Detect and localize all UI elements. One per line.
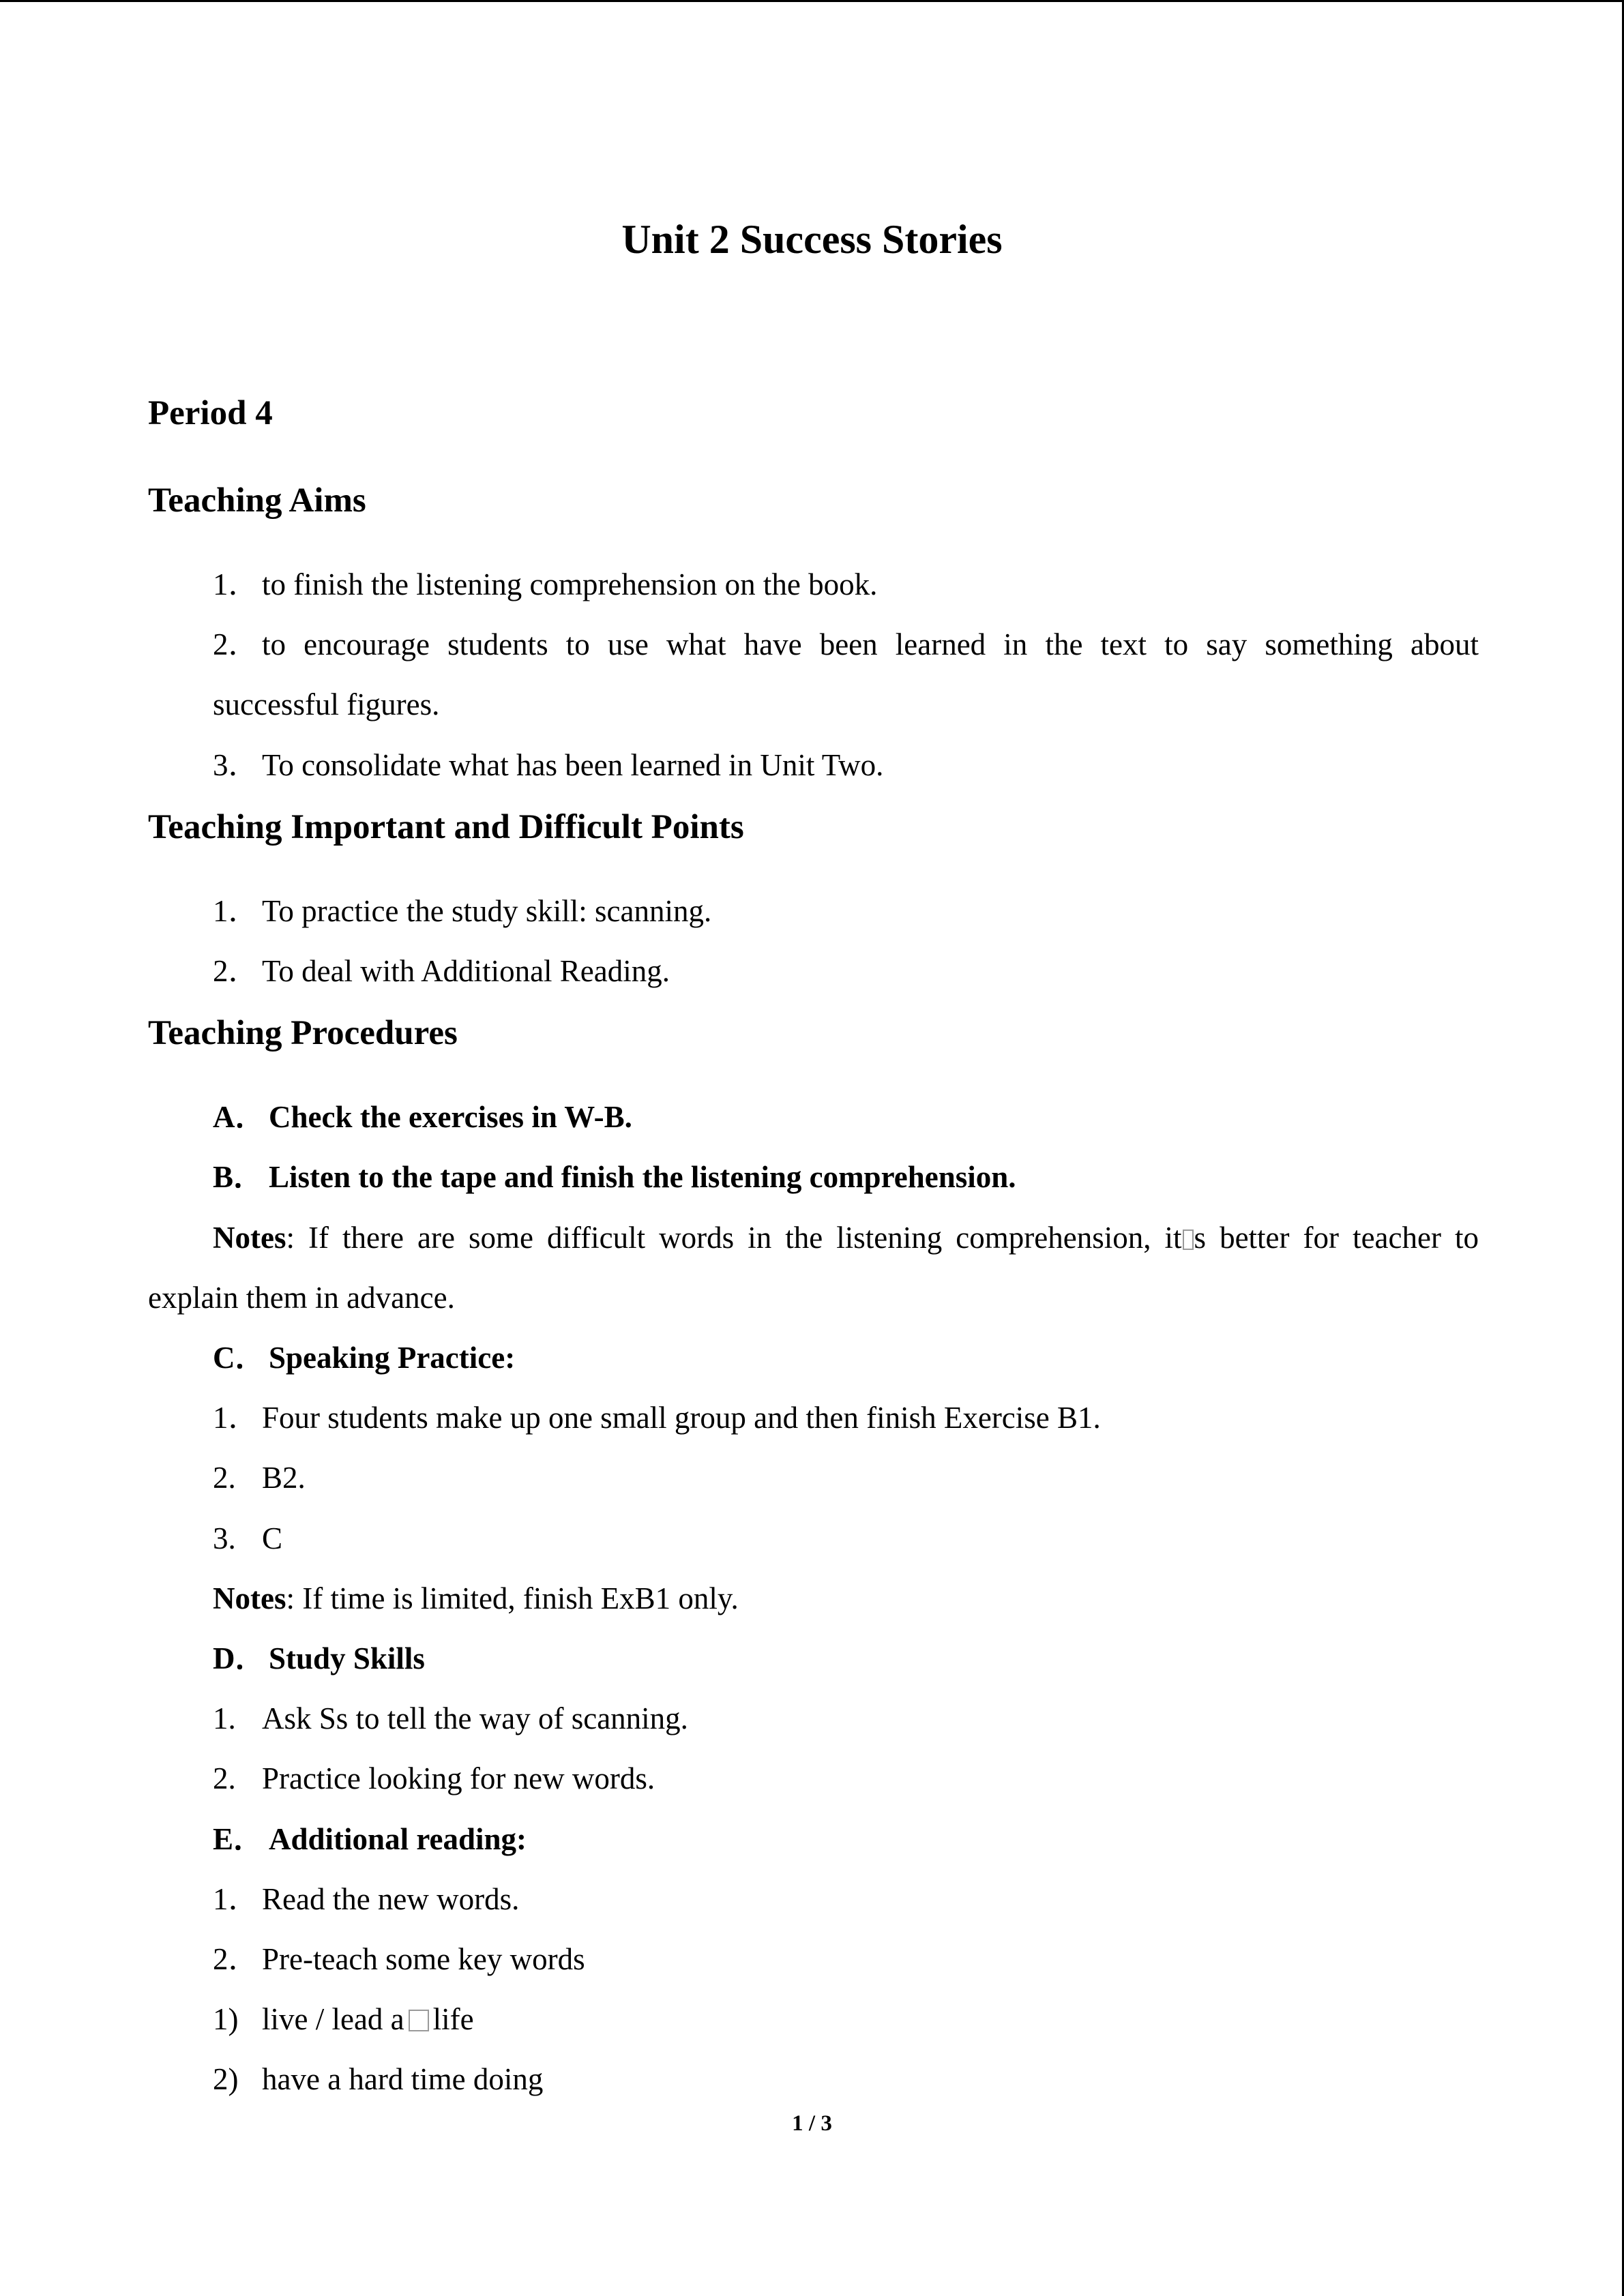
section-b-number: B．	[213, 1160, 265, 1194]
document-title: Unit 2 Success Stories	[621, 217, 1003, 262]
d-item-1-number: 1.	[213, 1701, 236, 1735]
procedures-heading: Teaching Procedures	[148, 1014, 458, 1052]
missing-glyph-icon	[1183, 1229, 1194, 1250]
section-b-text: Listen to the tape and finish the listening comprehension.	[269, 1160, 1016, 1194]
section-e-number: E．	[213, 1822, 265, 1856]
d-item-2-number: 2.	[213, 1761, 236, 1795]
e-subitem-2-text: have a hard time doing	[262, 2062, 544, 2096]
aim-item-2-number: 2．	[213, 627, 259, 661]
notes-text-before: : If there are some difficult words in the listening comprehension, it	[286, 1221, 1182, 1255]
e-item-2-number: 2．	[213, 1942, 259, 1976]
section-d-text: Study Skills	[269, 1641, 425, 1675]
aim-item-1-text: to finish the listening comprehension on the book.	[262, 567, 878, 601]
e-subitem-1-number: 1)	[213, 2002, 239, 2036]
section-a-number: A．	[213, 1100, 266, 1134]
e-item-1-number: 1．	[213, 1882, 259, 1916]
e-item-1-text: Read the new words.	[262, 1882, 520, 1916]
teaching-aims-heading: Teaching Aims	[148, 481, 366, 520]
section-a-text: Check the exercises in W-B.	[269, 1100, 632, 1134]
section-d-number: D．	[213, 1641, 266, 1675]
aim-item-3-number: 3．	[213, 748, 259, 782]
e-item-2-text: Pre-teach some key words	[262, 1942, 585, 1976]
aim-item-2-text-line2: successful figures.	[213, 687, 440, 721]
point-item-1-text: To practice the study skill: scanning.	[262, 894, 712, 928]
notes-label: Notes	[213, 1581, 286, 1615]
d-item-1-text: Ask Ss to tell the way of scanning.	[262, 1701, 688, 1735]
aim-item-3-text: To consolidate what has been learned in Unit Two.	[262, 748, 884, 782]
e-subitem-2-number: 2)	[213, 2062, 239, 2096]
section-c-text: Speaking Practice:	[269, 1341, 516, 1375]
subitem-text-before: live / lead a	[262, 2002, 404, 2036]
point-item-2-number: 2．	[213, 954, 259, 988]
c-item-3-text: C	[262, 1521, 283, 1555]
subitem-text-after: life	[432, 2002, 474, 2036]
notes-text-after: s better for teacher to	[1194, 1221, 1479, 1255]
section-c-notes	[213, 1583, 739, 1614]
c-item-3-number: 3.	[213, 1521, 236, 1555]
point-item-1-number: 1．	[213, 894, 259, 928]
c-item-1-number: 1．	[213, 1401, 259, 1435]
point-item-2-text: To deal with Additional Reading.	[262, 954, 670, 988]
page-number: 1 / 3	[792, 2111, 832, 2136]
e-subitem-1-text	[262, 2004, 474, 2035]
section-b-notes-line1	[213, 1223, 1479, 1253]
aim-item-1-number: 1．	[213, 567, 259, 601]
section-b-notes-line2: explain them in advance.	[148, 1281, 455, 1315]
aim-item-2-text-line1: to encourage students to use what have been learned in the text to say something about	[262, 627, 1479, 661]
d-item-2-text: Practice looking for new words.	[262, 1761, 655, 1795]
section-e-text: Additional reading:	[269, 1822, 527, 1856]
c-item-1-text: Four students make up one small group and then finish Exercise B1.	[262, 1401, 1101, 1435]
period-heading: Period 4	[148, 394, 273, 432]
c-item-2-number: 2.	[213, 1461, 236, 1495]
notes-text: : If time is limited, finish ExB1 only.	[286, 1581, 739, 1615]
blank-box-icon	[409, 2010, 429, 2031]
notes-label: Notes	[213, 1221, 286, 1255]
important-points-heading: Teaching Important and Difficult Points	[148, 808, 744, 846]
c-item-2-text: B2.	[262, 1461, 306, 1495]
section-c-number: C．	[213, 1341, 266, 1375]
